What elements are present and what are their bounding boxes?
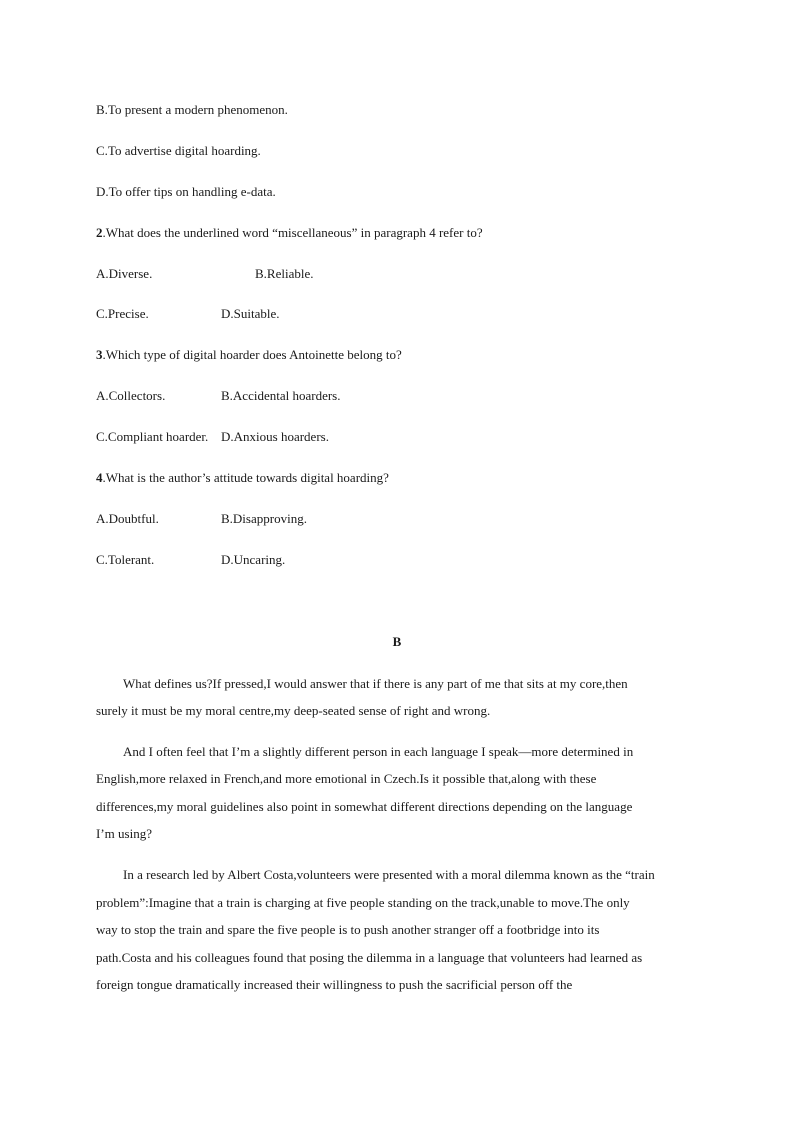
- q2-stem: [96, 225, 483, 241]
- q2-text: .What does the underlined word “miscellaneous” in paragraph 4 refer to?: [102, 225, 483, 240]
- paragraph-2-line: English,more relaxed in French,and more emotional in Czech.Is it possible that,along with these: [96, 771, 597, 786]
- paragraph-2-line: I’m using?: [96, 826, 152, 841]
- paragraph-3-line: way to stop the train and spare the five people is to push another stranger off a footbridge into its: [96, 922, 600, 937]
- paragraph-3-line: In a research led by Albert Costa,volunteers were presented with a moral dilemma known as the “train: [123, 867, 655, 882]
- q1-option-b: B.To present a modern phenomenon.: [96, 102, 288, 117]
- paragraph-2-line: And I often feel that I’m a slightly different person in each language I speak—more determined in: [123, 744, 634, 759]
- q2-option-b: B.Reliable.: [255, 266, 314, 281]
- paragraph-3-line: problem”:Imagine that a train is charging at five people standing on the track,unable to move.The only: [96, 895, 630, 910]
- q2-option-d: D.Suitable.: [221, 306, 280, 321]
- q4-option-c: C.Tolerant.: [96, 552, 155, 567]
- paragraph-1-line: What defines us?If pressed,I would answer that if there is any part of me that sits at my core,then: [123, 676, 628, 691]
- paragraph-3-line: path.Costa and his colleagues found that posing the dilemma in a language that volunteers had learned as: [96, 950, 643, 965]
- q4-option-d: D.Uncaring.: [221, 552, 286, 567]
- q3-stem: [96, 347, 402, 363]
- q2-number: 2: [96, 225, 103, 240]
- paragraph-1-line: surely it must be my moral centre,my deep-seated sense of right and wrong.: [96, 703, 491, 718]
- q2-option-a: A.Diverse.: [96, 266, 153, 281]
- q3-option-a: A.Collectors.: [96, 388, 166, 403]
- q3-option-c: C.Compliant hoarder.: [96, 429, 209, 444]
- q4-option-a: A.Doubtful.: [96, 511, 159, 526]
- paragraph-3-line: foreign tongue dramatically increased their willingness to push the sacrificial person off the: [96, 977, 573, 992]
- q4-text: .What is the author’s attitude towards digital hoarding?: [102, 470, 389, 485]
- q1-option-d: D.To offer tips on handling e-data.: [96, 184, 276, 199]
- q3-option-b: B.Accidental hoarders.: [221, 388, 341, 403]
- q3-text: .Which type of digital hoarder does Antoinette belong to?: [102, 347, 402, 362]
- q4-number: 4: [96, 470, 103, 485]
- q4-option-b: B.Disapproving.: [221, 511, 307, 526]
- q3-number: 3: [96, 347, 103, 362]
- paragraph-2-line: differences,my moral guidelines also point in somewhat different directions depending on the language: [96, 799, 633, 814]
- q1-option-c: C.To advertise digital hoarding.: [96, 143, 261, 158]
- q3-option-d: D.Anxious hoarders.: [221, 429, 329, 444]
- q2-option-c: C.Precise.: [96, 306, 149, 321]
- section-b-title: B: [392, 634, 402, 649]
- q4-stem: [96, 470, 389, 486]
